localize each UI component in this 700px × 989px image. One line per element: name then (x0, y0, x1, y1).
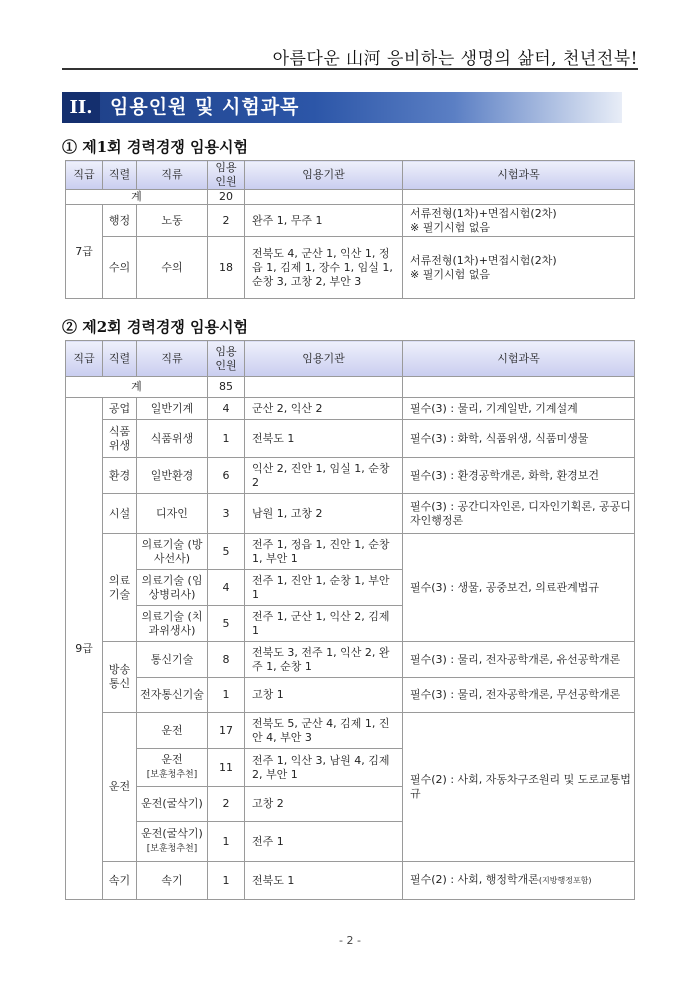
category-cell: 의료기술 (치과위생사) (137, 606, 208, 642)
section-title-bar (62, 92, 622, 123)
agency-cell: 전주 1, 익산 3, 남원 4, 김제 2, 부안 1 (245, 749, 403, 787)
subjects-cell: 필수(2) : 사회, 자동차구조원리 및 도로교통법규 (403, 713, 635, 862)
count-cell: 1 (208, 678, 245, 713)
col-series: 직렬 (103, 341, 137, 377)
subjects-cell: 필수(2) : 사회, 행정학개론(지방행정포함) (403, 862, 635, 900)
page-number: - 2 - (339, 934, 361, 947)
count-cell: 1 (208, 420, 245, 458)
section-number: II. (62, 92, 100, 123)
count-cell: 1 (208, 822, 245, 862)
grade-cell: 9급 (66, 398, 103, 900)
col-agency: 임용기관 (245, 161, 403, 190)
agency-cell: 남원 1, 고창 2 (245, 494, 403, 534)
col-series: 직렬 (103, 161, 137, 190)
series-cell: 행정 (103, 205, 137, 237)
total-row (66, 190, 635, 205)
count-cell: 2 (208, 205, 245, 237)
table-row (66, 237, 635, 299)
col-subjects: 시험과목 (403, 161, 635, 190)
agency-cell: 전북도 3, 전주 1, 익산 2, 완주 1, 순창 1 (245, 642, 403, 678)
series-cell: 속기 (103, 862, 137, 900)
subjects-cell: 필수(3) : 물리, 전자공학개론, 유선공학개론 (403, 642, 635, 678)
subjects-cell: 필수(3) : 공간디자인론, 디자인기획론, 공공디자인행정론 (403, 494, 635, 534)
category-cell: 운전 [보훈청추천] (137, 749, 208, 787)
count-cell: 17 (208, 713, 245, 749)
table-row (66, 534, 635, 570)
category-cell: 수의 (137, 237, 208, 299)
category-cell: 통신기술 (137, 642, 208, 678)
col-count: 임용 인원 (208, 341, 245, 377)
agency-cell: 군산 2, 익산 2 (245, 398, 403, 420)
subjects-cell: 필수(3) : 화학, 식품위생, 식품미생물 (403, 420, 635, 458)
subjects-cell: 필수(3) : 생물, 공중보건, 의료관계법규 (403, 534, 635, 642)
col-grade: 직급 (66, 341, 103, 377)
subjects-cell: 필수(3) : 물리, 기계일반, 기계설계 (403, 398, 635, 420)
grade-cell: 7급 (66, 205, 103, 299)
exam2-title: ② 제2회 경력경쟁 임용시험 (62, 318, 249, 336)
total-row (66, 377, 635, 398)
category-cell: 식품위생 (137, 420, 208, 458)
category-cell: 의료기술 (임상병리사) (137, 570, 208, 606)
table-row (66, 862, 635, 900)
subjects-cell: 서류전형(1차)+면접시험(2차) ※ 필기시험 없음 (403, 205, 635, 237)
subjects-cell: 서류전형(1차)+면접시험(2차) ※ 필기시험 없음 (403, 237, 635, 299)
category-cell: 의료기술 (방사선사) (137, 534, 208, 570)
total-label: 계 (66, 377, 208, 398)
agency-cell: 전북도 1 (245, 420, 403, 458)
table-header-row (66, 341, 635, 377)
total-count: 20 (208, 190, 245, 205)
agency-cell: 전주 1, 정읍 1, 진안 1, 순창 1, 부안 1 (245, 534, 403, 570)
series-cell: 방송통신 (103, 642, 137, 713)
table-row (66, 494, 635, 534)
count-cell: 11 (208, 749, 245, 787)
agency-cell: 전주 1, 군산 1, 익산 2, 김제 1 (245, 606, 403, 642)
category-cell: 운전 (137, 713, 208, 749)
table-row (66, 713, 635, 749)
count-cell: 4 (208, 570, 245, 606)
count-cell: 4 (208, 398, 245, 420)
series-cell: 식품위생 (103, 420, 137, 458)
category-cell: 일반환경 (137, 458, 208, 494)
count-cell: 2 (208, 787, 245, 822)
exam2-table (65, 340, 635, 900)
header-rule (62, 68, 638, 70)
count-cell: 8 (208, 642, 245, 678)
count-cell: 3 (208, 494, 245, 534)
table-row (66, 458, 635, 494)
exam1-title: ① 제1회 경력경쟁 임용시험 (62, 138, 249, 156)
count-cell: 1 (208, 862, 245, 900)
table-row (66, 398, 635, 420)
category-cell: 속기 (137, 862, 208, 900)
agency-cell: 전북도 1 (245, 862, 403, 900)
count-cell: 5 (208, 606, 245, 642)
subjects-cell: 필수(3) : 환경공학개론, 화학, 환경보건 (403, 458, 635, 494)
agency-cell: 고창 1 (245, 678, 403, 713)
agency-cell: 전주 1, 진안 1, 순창 1, 부안 1 (245, 570, 403, 606)
col-agency: 임용기관 (245, 341, 403, 377)
col-subjects: 시험과목 (403, 341, 635, 377)
header-slogan: 아름다운 山河 응비하는 생명의 삶터, 천년전북! (272, 49, 638, 69)
agency-cell: 전주 1 (245, 822, 403, 862)
agency-cell: 전북도 4, 군산 1, 익산 1, 정읍 1, 김제 1, 장수 1, 임실 1, 순창 3, 고창 2, 부안 3 (245, 237, 403, 299)
exam1-table (65, 160, 635, 299)
category-cell: 디자인 (137, 494, 208, 534)
agency-cell: 전북도 5, 군산 4, 김제 1, 진안 4, 부안 3 (245, 713, 403, 749)
series-cell: 공업 (103, 398, 137, 420)
col-category: 직류 (137, 341, 208, 377)
count-cell: 18 (208, 237, 245, 299)
category-cell: 운전(굴삭기) (137, 787, 208, 822)
col-grade: 직급 (66, 161, 103, 190)
count-cell: 5 (208, 534, 245, 570)
agency-cell: 완주 1, 무주 1 (245, 205, 403, 237)
series-cell: 수의 (103, 237, 137, 299)
total-label: 계 (66, 190, 208, 205)
agency-cell: 익산 2, 진안 1, 임실 1, 순창 2 (245, 458, 403, 494)
table-row (66, 642, 635, 678)
subjects-cell: 필수(3) : 물리, 전자공학개론, 무선공학개론 (403, 678, 635, 713)
col-count: 임용 인원 (208, 161, 245, 190)
category-cell: 운전(굴삭기) [보훈청추천] (137, 822, 208, 862)
count-cell: 6 (208, 458, 245, 494)
category-cell: 노동 (137, 205, 208, 237)
series-cell: 운전 (103, 713, 137, 862)
table-row (66, 678, 635, 713)
series-cell: 의료기술 (103, 534, 137, 642)
agency-cell: 고창 2 (245, 787, 403, 822)
col-category: 직류 (137, 161, 208, 190)
table-header-row (66, 161, 635, 190)
category-cell: 일반기계 (137, 398, 208, 420)
table-row (66, 420, 635, 458)
category-cell: 전자통신기술 (137, 678, 208, 713)
series-cell: 시설 (103, 494, 137, 534)
total-count: 85 (208, 377, 245, 398)
series-cell: 환경 (103, 458, 137, 494)
table-row (66, 205, 635, 237)
section-title: 임용인원 및 시험과목 (110, 96, 300, 118)
